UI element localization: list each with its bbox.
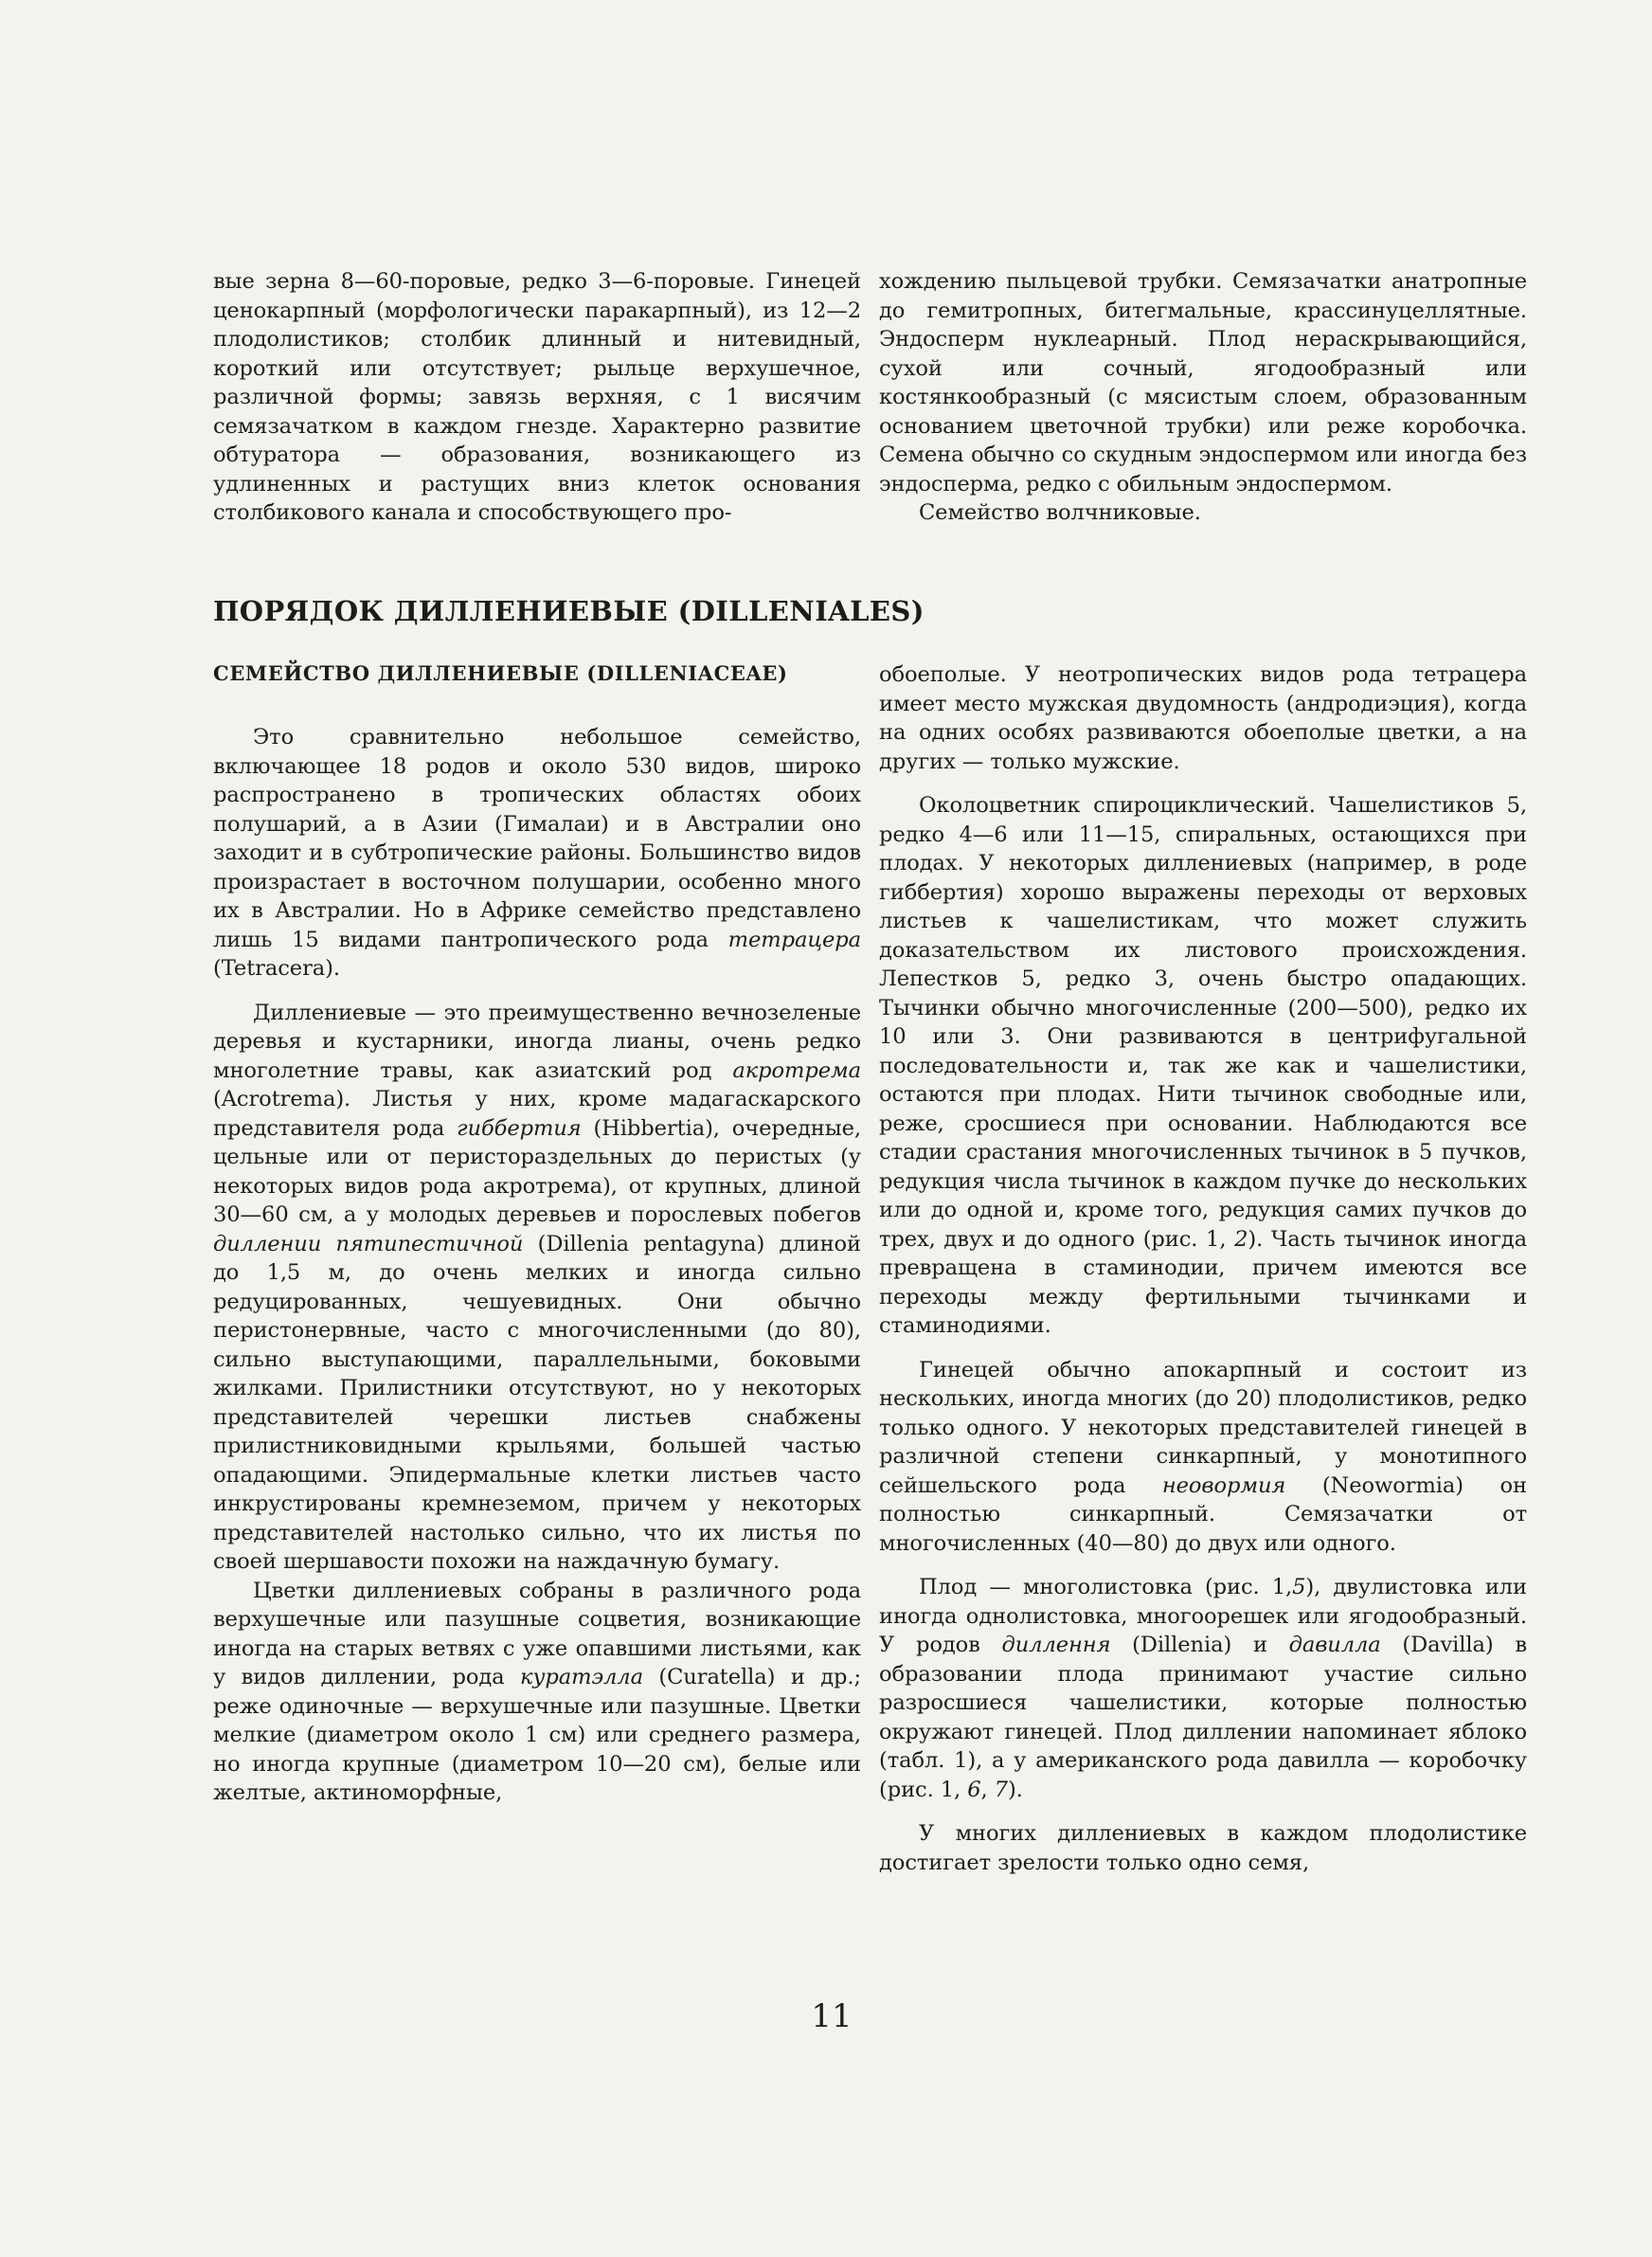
paragraph-leaves: Диллениевые — это преимущественно вечнозеленые деревья и кустарники, иногда лианы, очень редко многолетние травы, как азиатский род акротрема (Acrotrema). Листья у них, кроме мадагаскарского представителя рода гиббертия (Hibbertia), очередные, цельные или от перистораздельных до перистых (у некоторых видов рода акротрема), от крупных, длиной 30—60 см, а у молодых деревьев и порослевых побегов диллении пятипестичной (Dillenia pentagyna) длиной до 1,5 м, до очень мелких и иногда сильно редуцированных, чешуевидных. Они обычно перистонервные, часто с многочисленными (до 80), сильно выступающими, параллельными, боковыми жилками. Прилистники отсутствуют, но у некоторых представителей черешки листьев снабжены прилистниковидными крыльями, большей частью опадающими. Эпидермальные клетки листьев часто инкрустированы кремнеземом, причем у некоторых представителей настолько сильно, что их листья по своей шершавости похожи на наждачную бумагу.	[213, 1000, 861, 1574]
left-column	[213, 723, 861, 1808]
paragraph-seeds: У многих диллениевых в каждом плодолистике достигает зрелости только одно семя,	[879, 1821, 1527, 1875]
page-number: 11	[811, 1997, 853, 2035]
paragraph-flowers: Цветки диллениевых собраны в различного рода верхушечные или пазушные соцветия, возникающие иногда на старых ветвях с уже опавшими листьями, как у видов диллении, рода куратэлла (Curatella) и др.; реже одиночные — верхушечные или пазушные. Цветки мелкие (диаметром около 1 см) или среднего размера, но иногда крупные (диаметром 10—20 см), белые или желтые, актиноморфные,	[213, 1578, 861, 1805]
top-left-column	[213, 267, 861, 528]
closing-line: Семейство волчниковые.	[919, 500, 1201, 525]
paragraph-perianth: Околоцветник спироциклический. Чашелистиков 5, редко 4—6 или 11—15, спиральных, остающихся при плодах. У некоторых диллениевых (например, в роде гиббертия) хорошо выражены переходы от верховых листьев к чашелистикам, что может служить доказательством их листового происхождения. Лепестков 5, редко 3, очень быстро опадающих. Тычинки обычно многочисленные (200—500), редко их 10 или 3. Они развиваются в центрифугальной последовательности и, так же как и чашелистики, остаются при плодах. Нити тычинок свободные или, реже, сросшиеся при основании. Наблюдаются все стадии срастания многочисленных тычинок в 5 пучков, редукция числа тычинок в каждом пучке до нескольких или до одной и, кроме того, редукция самих пучков до трех, двух и до одного (рис. 1, 2). Часть тычинок иногда превращена в стаминодии, причем имеются все переходы между фертильными тычинками и стаминодиями.	[879, 793, 1527, 1338]
paragraph-continued: обоеполые. У неотропических видов рода тетрацера имеет место мужская двудомность (андродиэция), когда на одних особях развиваются обоеполые цветки, а на других — только мужские.	[879, 662, 1527, 774]
continued-paragraph: вые зерна 8—60-поровые, редко 3—6-поровые. Гинецей ценокарпный (морфологически паракарпный), из 12—2 плодолистиков; столбик длинный и нитевидный, короткий или отсутствует; рыльце верхушечное, различной формы; завязь верхняя, с 1 висячим семязачатком в каждом гнезде. Характерно развитие обтуратора — образования, возникающего из удлиненных и растущих вниз клеток основания столбикового канала и способствующего про-	[213, 269, 861, 525]
paragraph-intro: Это сравнительно небольшое семейство, включающее 18 родов и около 530 видов, широко распространено в тропических областях обоих полушарий, а в Азии (Гималаи) и в Австралии оно заходит и в субтропические районы. Большинство видов произрастает в восточном полушарии, особенно много их в Австралии. Но в Африке семейство представлено лишь 15 видами пантропического рода тетрацера (Tetracera).	[213, 725, 861, 981]
order-heading: ПОРЯДОК ДИЛЛЕНИЕВЫЕ (DILLENIALES)	[213, 595, 925, 627]
continued-paragraph: хождению пыльцевой трубки. Семязачатки анатропные до гемитропных, битегмальные, крассинуцеллятные. Эндосперм нуклеарный. Плод нераскрывающийся, сухой или сочный, ягодообразный или костянкообразный (с мясистым слоем, образованным основанием цветочной трубки) или реже коробочка. Семена обычно со скудным эндоспермом или иногда без эндосперма, редко с обильным эндоспермом.	[879, 269, 1527, 497]
family-heading: СЕМЕЙСТВО ДИЛЛЕНИЕВЫЕ (DILLENIACEAE)	[213, 661, 788, 685]
top-right-column	[879, 267, 1527, 528]
paragraph-fruit: Плод — многолистовка (рис. 1,5), двулистовка или иногда однолистовка, многоорешек или ягодообразный. У родов диллення (Dillenia) и давилла (Davilla) в образовании плода принимают участие сильно разросшиеся чашелистики, которые полностью окружают гинецей. Плод диллении напоминает яблоко (табл. 1), а у американского рода давилла — коробочку (рис. 1, 6, 7).	[879, 1575, 1527, 1802]
paragraph-gynoecium: Гинецей обычно апокарпный и состоит из нескольких, иногда многих (до 20) плодолистиков, редко только одного. У некоторых представителей гинецей в различной степени синкарпный, у монотипного сейшельского рода неовормия (Neowormia) он полностью синкарпный. Семязачатки от многочисленных (40—80) до двух или одного.	[879, 1357, 1527, 1556]
right-column	[879, 660, 1527, 1877]
